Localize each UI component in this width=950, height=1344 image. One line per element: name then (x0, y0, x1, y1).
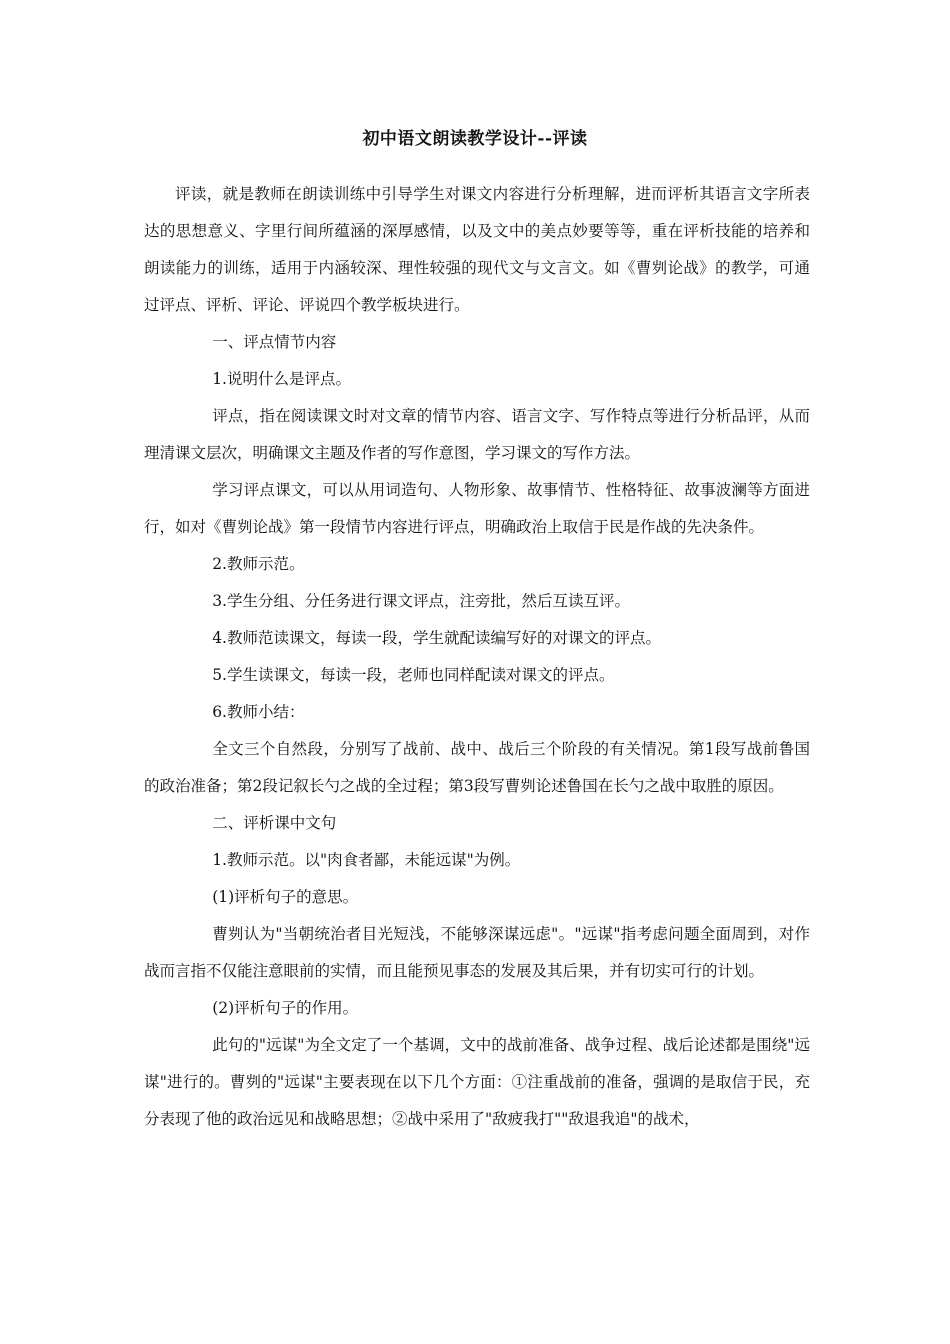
sub-item: (1)评析句子的意思。 (212, 888, 359, 906)
sub-item: (2)评析句子的作用。 (212, 999, 359, 1017)
paragraph: 此句的"远谋"为全文定了一个基调，文中的战前准备、战争过程、战后论述都是围绕"远谋"进行的。曹刿的"远谋"主要表现在以下几个方面：①注重战前的准备，强调的是取信于民，充分表现了他的政治远见和战略思想；②战中采用了"敌疲我打""敌退我追"的战术， (144, 1036, 810, 1128)
list-item: 5.学生读课文，每读一段，老师也同样配读对课文的评点。 (212, 666, 615, 684)
paragraph: 曹刿认为"当朝统治者目光短浅，不能够深谋远虑"。"远谋"指考虑问题全面周到，对作战而言指不仅能注意眼前的实情，而且能预见事态的发展及其后果，并有切实可行的计划。 (144, 925, 810, 980)
list-item: 3.学生分组、分任务进行课文评点，注旁批，然后互读互评。 (212, 592, 630, 610)
document-title: 初中语文朗读教学设计--评读 (362, 129, 588, 149)
list-item: 4.教师范读课文，每读一段，学生就配读编写好的对课文的评点。 (212, 629, 661, 647)
section-heading-1: 一、评点情节内容 (212, 333, 337, 351)
list-item: 6.教师小结： (212, 703, 305, 721)
paragraph: 全文三个自然段，分别写了战前、战中、战后三个阶段的有关情况。第1段写战前鲁国的政治准备；第2段记叙长勺之战的全过程；第3段写曹刿论述鲁国在长勺之战中取胜的原因。 (144, 740, 810, 795)
paragraph: 评点，指在阅读课文时对文章的情节内容、语言文字、写作特点等进行分析品评，从而理清课文层次，明确课文主题及作者的写作意图，学习课文的写作方法。 (144, 407, 810, 462)
document-body (144, 176, 810, 1138)
paragraph: 学习评点课文，可以从用词造句、人物形象、故事情节、性格特征、故事波澜等方面进行，如对《曹刿论战》第一段情节内容进行评点，明确政治上取信于民是作战的先决条件。 (144, 481, 810, 536)
section-heading-2: 二、评析课中文句 (212, 814, 337, 832)
list-item: 1.教师示范。以"肉食者鄙，未能远谋"为例。 (212, 851, 521, 869)
list-item: 2.教师示范。 (212, 555, 305, 573)
paragraph-intro: 评读，就是教师在朗读训练中引导学生对课文内容进行分析理解，进而评析其语言文字所表达的思想意义、字里行间所蕴涵的深厚感情，以及文中的美点妙要等等，重在评析技能的培养和朗读能力的训练，适用于内涵较深、理性较强的现代文与文言文。如《曹刿论战》的教学，可通过评点、评析、评论、评说四个教学板块进行。 (144, 185, 810, 314)
list-item: 1.说明什么是评点。 (212, 370, 351, 388)
